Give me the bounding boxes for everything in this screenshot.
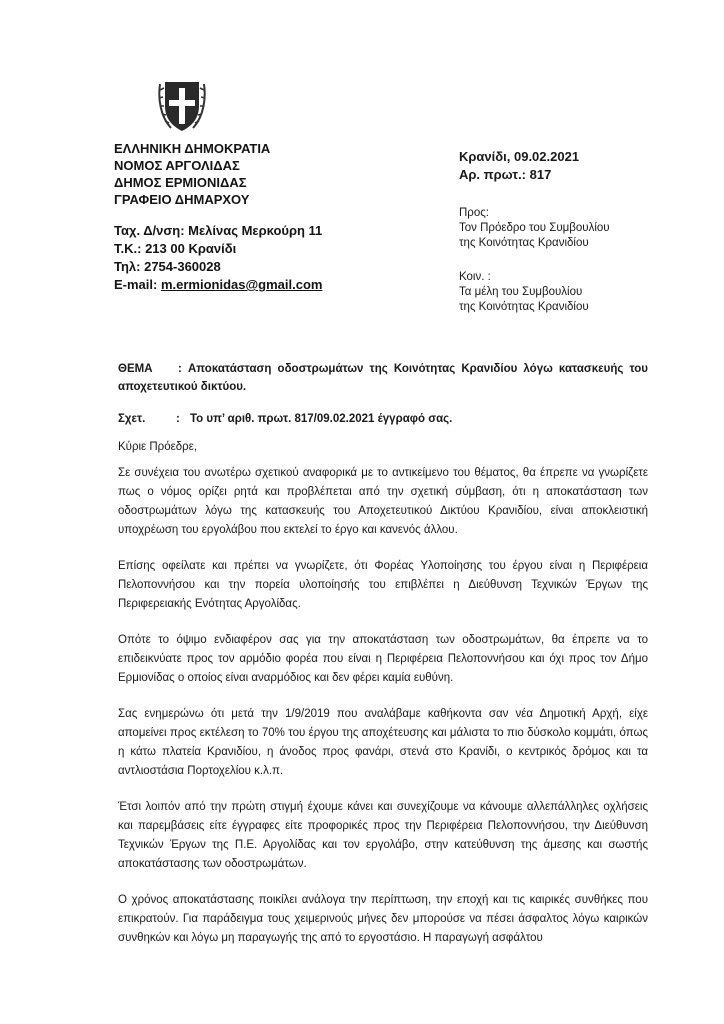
subject-colon: : — [178, 363, 182, 375]
cc-block — [459, 270, 589, 315]
reference-label: Σχετ. — [118, 413, 146, 425]
letterhead — [114, 140, 270, 208]
address-phone: Τηλ: 2754-360028 — [114, 259, 221, 274]
recipient-line: της Κοινότητας Κρανιδίου — [459, 237, 589, 249]
recipient-line: Τον Πρόεδρο του Συμβουλίου — [459, 222, 610, 234]
body-paragraph: Έτσι λοιπόν από την πρώτη στιγμή έχουμε κάνει και συνεχίζουμε να κάνουμε αλλεπάλληλες οχλήσεις και παρεμβάσεις είτε έγγραφες είτε προφορικές προς την Περιφέρεια Πελοποννήσου, την Διεύθυνση Τεχνικών Έργων της Π.Ε. Αργολίδας και τον εργολάβο, στην κατεύθυνση της άμεσης και σωστής αποκατάστασης των οδοστρωμάτων. — [118, 801, 648, 870]
cc-label: Κοιν. : — [459, 271, 491, 283]
reference-colon: : — [176, 413, 180, 425]
cc-line: της Κοινότητας Κρανιδίου — [459, 301, 589, 313]
letterhead-country: ΕΛΛΗΝΙΚΗ ΔΗΜΟΚΡΑΤΙΑ — [114, 141, 271, 156]
subject-block — [118, 360, 648, 396]
body-paragraph: Ο χρόνος αποκατάστασης ποικίλει ανάλογα την περίπτωση, την εποχή και τις καιρικές συνθήκες που επικρατούν. Για παράδειγμα τους χειμερινούς μήνες δεν μπορούσε να πέσει άσφαλτος λόγω καιρικών συνθηκών και λόγω μη παραγωγής της από το εργοστάσιο. Η παραγωγή ασφάλτου — [118, 894, 648, 944]
letterhead-office: ΓΡΑΦΕΙΟ ΔΗΜΑΡΧΟΥ — [114, 192, 250, 207]
subject-text-continued: αποχετευτικού δικτύου. — [118, 381, 247, 393]
recipient-block — [459, 206, 610, 251]
address-email — [114, 276, 322, 294]
subject-text: Αποκατάσταση οδοστρωμάτων της Κοινότητας Κρανιδίου λόγω κατασκευής του — [188, 363, 648, 375]
salutation: Κύριε Πρόεδρε, — [118, 441, 198, 453]
letterhead-municipality: ΔΗΜΟΣ ΕΡΜΙΟΝΙΔΑΣ — [114, 175, 247, 190]
cc-line: Τα μέλη του Συμβουλίου — [459, 286, 583, 298]
protocol-number: Αρ. πρωτ.: 817 — [459, 167, 552, 182]
letter-body — [118, 464, 648, 965]
body-paragraph: Οπότε το όψιμο ενδιαφέρον σας για την αποκατάσταση των οδοστρωμάτων, θα έπρεπε να το επιδεικνύατε προς τον αρμόδιο φορέα που είναι η Περιφέρεια Πελοποννήσου και όχι προς τον Δήμο Ερμιονίδας ο οποίος είναι αναρμόδιος και δεν φέρει καμία ευθύνη. — [118, 634, 648, 684]
recipient-label: Προς: — [459, 207, 489, 219]
email-link[interactable]: m.ermionidas@gmail.com — [160, 277, 323, 292]
body-paragraph: Σας ενημερώνω ότι μετά την 1/9/2019 που αναλάβαμε καθήκοντα σαν νέα Δημοτική Αρχή, είχε απομείνει προς εκτέλεση το 70% του έργου της αποχέτευσης και μάλιστα το πιο δύσκολο κομμάτι, όπως η κάτω πλατεία Κρανιδίου, η άνοδος προς φανάρι, στενά στο Κρανίδι, ο κεντρικός δρόμος και τα αντλιοστάσια Πορτοχελίου κ.λ.π. — [118, 708, 648, 777]
hellenic-republic-emblem-icon — [157, 76, 207, 136]
address-block — [114, 222, 322, 294]
body-paragraph: Επίσης οφείλατε και πρέπει να γνωρίζετε, ότι Φορέας Υλοποίησης του έργου είναι η Περιφέρεια Πελοποννήσου και την πορεία υλοποίησής του επιβλέπει η Διεύθυνση Τεχνικών Έργων της Περιφερειακής Ενότητας Αργολίδας. — [118, 560, 648, 610]
reference-text: Το υπ’ αριθ. πρωτ. 817/09.02.2021 έγγραφό σας. — [190, 413, 453, 425]
address-street: Ταχ. Δ/νση: Μελίνας Μερκούρη 11 — [114, 223, 323, 238]
reference-block — [118, 411, 452, 427]
document-meta — [459, 148, 579, 184]
letterhead-prefecture: ΝΟΜΟΣ ΑΡΓΟΛΙΔΑΣ — [114, 158, 240, 173]
address-postal: Τ.Κ.: 213 00 Κρανίδι — [114, 241, 237, 256]
email-label: E-mail: — [114, 277, 161, 292]
subject-label: ΘΕΜΑ — [118, 363, 153, 375]
body-paragraph: Σε συνέχεια του ανωτέρω σχετικού αναφορικά με το αντικείμενο του θέματος, θα έπρεπε να γνωρίζετε πως ο νόμος ορίζει ρητά και προβλέπεται από την σχετική σύμβαση, ότι η αποκατάσταση των οδοστρωμάτων λόγω της κατασκευής του Αποχετευτικού Δικτύου Κρανιδίου, είναι αποκλειστική υποχρέωση του εργολάβου που εκτελεί το έργο και κανενός άλλου. — [118, 467, 648, 536]
place-date: Κρανίδι, 09.02.2021 — [459, 149, 580, 164]
